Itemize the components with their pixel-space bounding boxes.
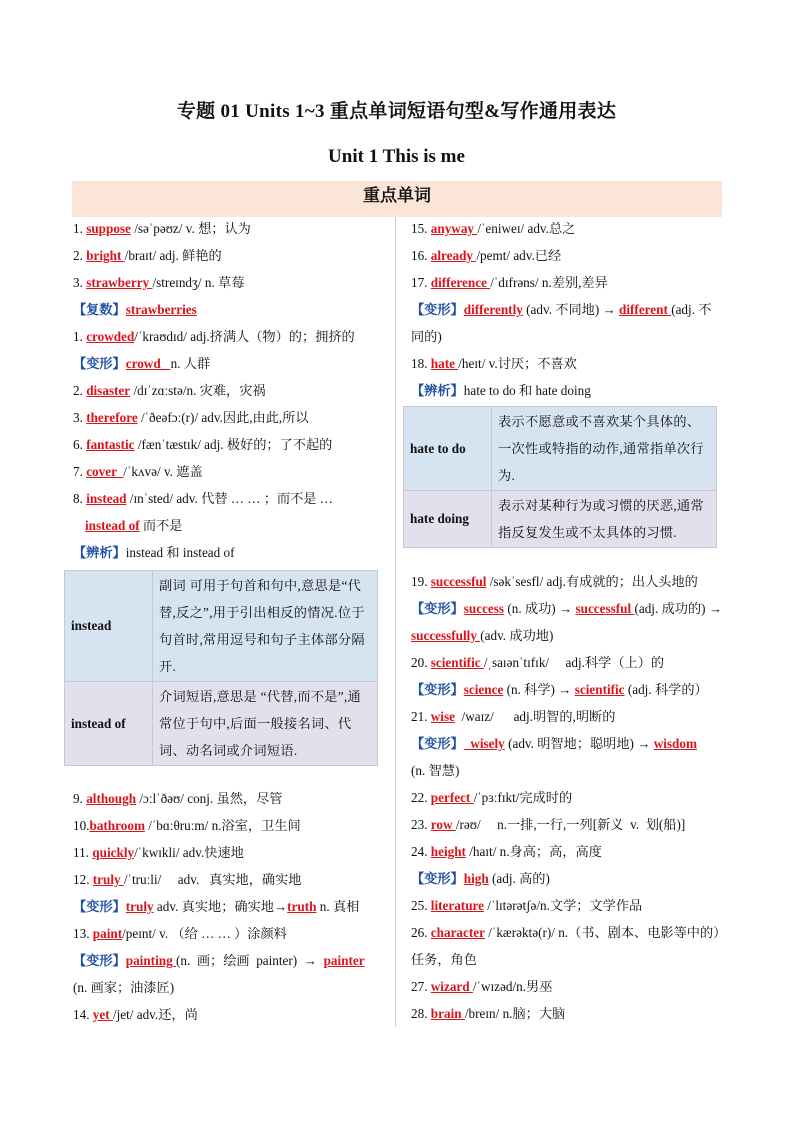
comparison-table-hate [403, 406, 717, 548]
entry-line: 18. hate /heɪt/ v.讨厌；不喜欢 [411, 356, 577, 371]
keyword: crowd [125, 356, 171, 371]
entry-line: 23. row /rəʊ/ n.一排,一行,一列[新义 v. 划(船)] [411, 817, 686, 832]
keyword: success [463, 601, 505, 616]
keyword: instead of [85, 518, 140, 533]
table-row [404, 407, 717, 491]
keyword: disaster [86, 383, 131, 398]
entry-line: (n. 画家；油漆匠) [73, 980, 175, 995]
table-desc-cell: 介词短语,意思是 “代替,而不是”,通常位于句中,后面一般接名词、代词、动名词或介词短语. [153, 682, 378, 766]
tag-label: 【辨析】 [73, 545, 126, 560]
entry-line: 22. perfect /ˈpɜːfɪkt/完成时的 [411, 790, 573, 805]
keyword: wizard [430, 979, 473, 994]
entry-line: 14. yet /jet/ adv.还，尚 [73, 1007, 198, 1022]
comparison-table-instead [64, 570, 378, 766]
entry-line [73, 296, 393, 323]
tag-label: 【变形】 [73, 899, 126, 914]
keyword: cover [86, 464, 124, 479]
entry-line: 10.bathroom /ˈbɑːθruːm/ n.浴室，卫生间 [73, 818, 301, 833]
entry-line: 20. scientific /ˌsaɪənˈtɪfɪk/ adj.科学（上）的 [411, 655, 665, 670]
entry-line: 【变形】success (n. 成功) → successful (adj. 成功的) → successfully (adv. 成功地) [411, 601, 723, 643]
entry-line: 13. paint/peɪnt/ v. （给 … … ）涂颜料 [73, 926, 287, 941]
entry-line: 12. truly /ˈtruːli/ adv. 真实地，确实地 [73, 872, 302, 887]
keyword: differently [463, 302, 523, 317]
keyword: painting [125, 953, 176, 968]
left-column-lower [73, 785, 393, 1028]
keyword: brain [430, 1006, 465, 1021]
entry-line: 【变形】science (n. 科学) → scientific (adj. 科学的） [411, 682, 708, 697]
keyword: perfect [430, 790, 474, 805]
keyword: truth [287, 899, 317, 914]
keyword: although [86, 791, 137, 806]
keyword: high [463, 871, 489, 886]
tag-label: 【变形】 [411, 601, 464, 616]
keyword: successful [575, 601, 635, 616]
keyword: successfully [411, 628, 481, 643]
keyword: height [430, 844, 466, 859]
keyword: different [619, 302, 672, 317]
entry-line: 【辨析】hate to do 和 hate doing [411, 383, 591, 398]
tag-label: 【变形】 [411, 302, 464, 317]
entry-line: 1. suppose /səˈpəʊz/ v. 想；认为 [73, 221, 251, 236]
keyword: bathroom [89, 818, 145, 833]
keyword: scientific [430, 655, 484, 670]
tag-label: 【变形】 [411, 682, 464, 697]
keyword: crowded [86, 329, 135, 344]
table-desc-cell: 表示对某种行为或习惯的厌恶,通常指反复发生或不太具体的习惯. [492, 491, 717, 548]
entry-line: 25. literature /ˈlɪtərətʃə/n.文学；文学作品 [411, 898, 643, 913]
table-head-cell: hate doing [404, 491, 492, 548]
keyword: wisdom [653, 736, 697, 751]
entry-line: 【变形】truly adv. 真实地；确实地→truth n. 真相 [73, 899, 360, 914]
entry-line: 【变形】crowd n. 人群 [73, 356, 211, 371]
entry-line: 17. difference /ˈdɪfrəns/ n.差别,差异 [411, 275, 608, 290]
keyword: bright [86, 248, 125, 263]
entry-line: 27. wizard /ˈwɪzəd/n.男巫 [411, 979, 553, 994]
entry-line: 8. instead /ɪnˈsted/ adv. 代替 … … ；而不是 … [73, 491, 333, 506]
entry-line: 21. wise /waɪz/ adj.明智的,明断的 [411, 709, 616, 724]
table-row [65, 682, 378, 766]
left-column [73, 215, 393, 566]
right-column [411, 215, 723, 404]
entry-line: 19. successful /səkˈsesfl/ adj.有成就的；出人头地的 [411, 574, 698, 589]
entry-line: 28. brain /breɪn/ n.脑；大脑 [411, 1006, 566, 1021]
entry-line: (n. 智慧) [411, 763, 460, 778]
section-header: 重点单词 [72, 181, 722, 217]
keyword: strawberry [86, 275, 153, 290]
keyword: scientific [574, 682, 625, 697]
table-row [65, 571, 378, 682]
keyword: quickly [92, 845, 135, 860]
entry-line: 7. cover /ˈkʌvə/ v. 遮盖 [73, 464, 203, 479]
entry-line: 11. quickly/ˈkwɪkli/ adv.快速地 [73, 845, 244, 860]
keyword: strawberries [125, 302, 197, 317]
page-title: 专题 01 Units 1~3 重点单词短语句型&写作通用表达 [176, 101, 617, 122]
entry-line: 24. height /haɪt/ n.身高；高，高度 [411, 844, 602, 859]
entry-line: instead of 而不是 [85, 518, 183, 533]
keyword: fantastic [86, 437, 135, 452]
keyword: already [430, 248, 477, 263]
tag-label: 【变形】 [73, 356, 126, 371]
table-head-cell: instead of [65, 682, 153, 766]
table-desc-cell: 副词 可用于句首和句中,意思是“代替,反之”,用于引出相反的情况.位于句首时,常用逗号和句子主体部分隔开. [153, 571, 378, 682]
entry-line: 15. anyway /ˈeniweɪ/ adv.总之 [411, 221, 576, 236]
tag-label: 【变形】 [411, 871, 464, 886]
keyword: row [430, 817, 456, 832]
tag-label: 【变形】 [411, 736, 464, 751]
keyword: wisely [463, 736, 505, 751]
keyword: yet [92, 1007, 113, 1022]
keyword: suppose [86, 221, 131, 236]
keyword: successful [430, 574, 487, 589]
entry-line: 26. character /ˈkærəktə(r)/ n.（书、剧本、电影等中的）任务，角色 [411, 925, 720, 967]
tag-label: 【复数】 [73, 302, 126, 317]
keyword: science [463, 682, 504, 697]
entry-line: 9. although /ɔːlˈðəʊ/ conj. 虽然，尽管 [73, 791, 283, 806]
keyword: truly [92, 872, 124, 887]
table-head-cell: instead [65, 571, 153, 682]
keyword: therefore [86, 410, 138, 425]
entry-line: 3. therefore /ˈðeəfɔː(r)/ adv.因此,由此,所以 [73, 410, 309, 425]
entry-line: 【变形】painting (n. 画；绘画 painter) → painter [73, 953, 365, 968]
table-desc-cell: 表示不愿意或不喜欢某个具体的、一次性或特指的动作,通常指单次行为. [492, 407, 717, 491]
keyword: truly [125, 899, 154, 914]
keyword: difference [430, 275, 491, 290]
table-head-cell: hate to do [404, 407, 492, 491]
keyword: literature [430, 898, 484, 913]
tag-label: 【辨析】 [411, 383, 464, 398]
keyword: character [430, 925, 485, 940]
column-divider [395, 217, 396, 1027]
unit-title: Unit 1 This is me [328, 146, 465, 167]
entry-line: 【变形】 wisely (adv. 明智地；聪明地) → wisdom [411, 736, 697, 751]
entry-line: 2. bright /braɪt/ adj. 鲜艳的 [73, 248, 222, 263]
entry-line: 【辨析】instead 和 instead of [73, 545, 235, 560]
entry-line: 3. strawberry /streɪndʒ/ n. 草莓 [73, 275, 245, 290]
keyword: paint [92, 926, 123, 941]
keyword: instead [86, 491, 127, 506]
right-column-lower [411, 568, 723, 1027]
keyword: hate [430, 356, 459, 371]
keyword: painter [323, 953, 365, 968]
entry-line: 16. already /pemt/ adv.已经 [411, 248, 562, 263]
entry-line: 1. crowded/ˈkraʊdɪd/ adj.挤满人（物）的；拥挤的 [73, 329, 355, 344]
entry-line: 【变形】high (adj. 高的) [411, 871, 550, 886]
tag-label: 【变形】 [73, 953, 126, 968]
table-row [404, 491, 717, 548]
keyword: anyway [430, 221, 478, 236]
entry-line: 2. disaster /dɪˈzɑːstə/n. 灾难，灾祸 [73, 383, 266, 398]
entry-line: 【变形】differently (adv. 不同地) → different (adj. 不同的) [411, 302, 712, 344]
keyword: wise [430, 709, 455, 724]
entry-line: 6. fantastic /fænˈtæstɪk/ adj. 极好的；了不起的 [73, 437, 333, 452]
